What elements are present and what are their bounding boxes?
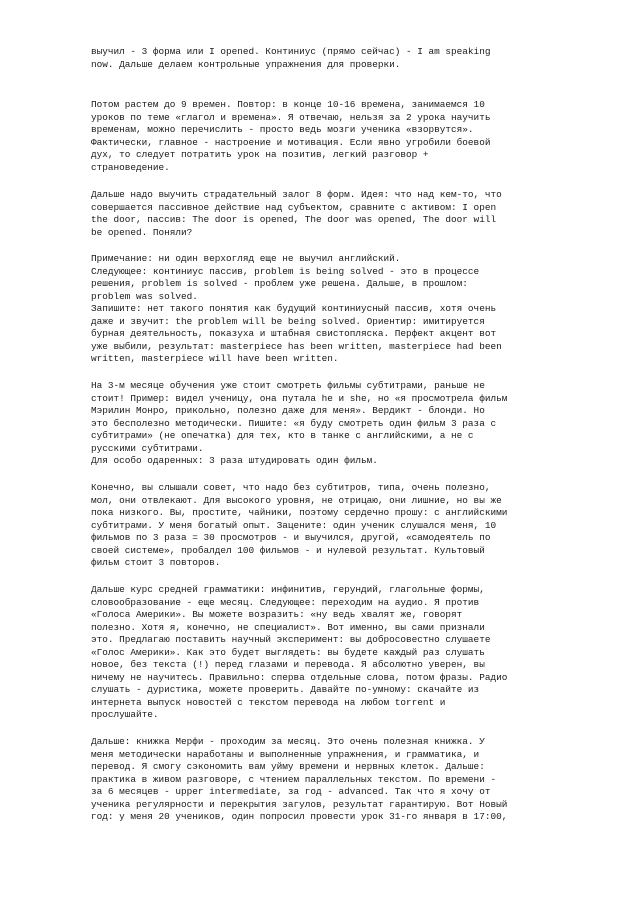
text-line: ученика регулярности и перекрытия загулов, результат гарантирую. Вот Новый [91, 798, 508, 810]
text-line: это бесполезно методически. Пишите: «я буду смотреть один фильм 3 раза с [91, 417, 497, 429]
text-line: фильмов по 3 раза = 30 просмотров - и выучился, другой, «самодеятель по [91, 532, 491, 543]
text-line: дух, то следует потратить урок на позитив, легкий разговор + [91, 149, 429, 160]
text-line: now. Дальше делаем контрольные упражнения для проверки. [91, 58, 401, 70]
text-line: Примечание: ни один верхогляд еще не выучил английский. [91, 253, 401, 264]
paragraph-4 [91, 253, 502, 366]
text-line: written, masterpiece will have been written. [91, 353, 339, 364]
text-line: Мэрилин Монро, прикольно, полезно даже для меня». Вердикт - блонди. Но [91, 405, 485, 416]
text-line: Для особо одаренных: 3 раза штудировать один фильм. [91, 455, 378, 466]
text-line: Следующее: континиус пассив, problem is being solved - это в процессе [91, 265, 480, 277]
text-line: за 6 месяцев - upper intermediate, за год - advanced. Так что я хочу от [91, 786, 491, 797]
text-line: be opened. Поняли? [91, 226, 193, 238]
text-line: Потом растем до 9 времен. Повтор: в конце 10-16 времена, занимаемся 10 [91, 99, 485, 110]
text-line: стоит! Пример: видел ученицу, она путала he и she, но «я просмотрела фильм [91, 392, 508, 404]
text-line: На 3-м месяце обучения уже стоит смотреть фильмы субтитрами, раньше не [91, 380, 485, 391]
text-line: Дальше курс средней грамматики: инфинитив, герундий, глагольные формы, [91, 584, 485, 595]
text-line: прослушайте. [91, 709, 159, 720]
text-line: уже выбили, результат: masterpiece has been written, masterpiece had been [91, 340, 502, 352]
text-line: the door, пассив: The door is opened, The door was opened, The door will [91, 214, 497, 225]
text-line: Дальше: книжка Мерфи - проходим за месяц. Это очень полезная книжка. У [91, 736, 485, 747]
text-line: problem was solved. [91, 290, 198, 302]
text-line: новое, без текста (!) перед глазами и перевода. Я абсолютно уверен, вы [91, 659, 485, 670]
text-line: «Голос Америки». Как это будет выглядеть: вы будете каждый раз слушать [91, 646, 485, 658]
text-line: перевод. Я смогу сэкономить вам уйму времени и нервных клеток. Дальше: [91, 761, 485, 772]
text-line: полезно. Хотя я, конечно, не специалист». Вот именно, вы сами признали [91, 621, 485, 633]
text-line: уроков по теме «глагол и времена». Я отвечаю, нельзя за 2 урока научить [91, 111, 491, 123]
text-line: меня методически наработаны и выполненные упражнения, и грамматика, и [91, 748, 480, 760]
paragraph-2 [91, 99, 490, 174]
text-line: фильм стоит 3 повторов. [91, 557, 221, 568]
text-line: словообразование - еще месяц. Следующее: переходим на аудио. Я против [91, 596, 480, 608]
text-line: решения, problem is solved - проблем уже решена. Дальше, в прошлом: [91, 278, 468, 289]
text-line: интернета выпуск новостей с текстом перевода на любом torrent и [91, 696, 446, 708]
text-line: русскими субтитрами. [91, 442, 204, 454]
paragraph-6 [91, 482, 507, 570]
text-line: мол, они отвлекают. Для высокого уровня, не отрицаю, они лишние, но вы же [91, 494, 502, 506]
text-line: временам, можно перечислить - просто ведь мозги ученика «взорвутся». [91, 124, 474, 135]
paragraph-7 [91, 584, 507, 722]
text-line: субтитрами» (не опечатка) для тех, кто в танке с английскими, а не с [91, 430, 474, 441]
text-line: год: у меня 20 учеников, один попросил провести урок 31-го января в 17:00, [91, 811, 508, 822]
paragraph-3 [91, 189, 502, 239]
text-line: практика в живом разговоре, с чтением параллельных текстом. По времени - [91, 773, 497, 785]
text-line: бурная деятельность, показуха и штабная свистопляска. Перфект акцент вот [91, 328, 497, 339]
text-line: страноведение. [91, 161, 170, 173]
text-line: Фактически, главное - настроение и мотивация. Если явно угробили боевой [91, 136, 491, 148]
text-line: даже и звучит: the problem will be being solved. Ориентир: имитируется [91, 315, 485, 327]
text-line: слушать - дуристика, можете проверить. Давайте по-умному: скачайте из [91, 684, 480, 695]
text-line: совершается пассивное действие над субъектом, сравните с активом: I open [91, 201, 497, 213]
text-line: ничему не научитесь. Правильно: сперва отдельные слова, потом фразы. Радио [91, 671, 508, 683]
text-line: «Голоса Америки». Вы можете возразить: «ну ведь хвалят же, говорят [91, 609, 463, 620]
text-line: своей системе», пробалдел 100 фильмов - и нулевой результат. Культовый [91, 544, 485, 556]
paragraph-1 [91, 46, 490, 71]
paragraph-5 [91, 380, 507, 468]
paragraph-8 [91, 736, 507, 824]
text-line: Конечно, вы слышали совет, что надо без субтитров, типа, очень полезно, [91, 482, 491, 493]
text-line: субтитрами. У меня богатый опыт. Заценитe: один ученик слушался меня, 10 [91, 519, 497, 531]
text-line: это. Предлагаю поставить научный эксперимент: вы добросовестно слушаете [91, 634, 491, 645]
text-line: выучил - 3 форма или I opened. Континиус (прямо сейчас) - I am speaking [91, 46, 491, 57]
text-line: Дальше надо выучить страдательный залог 8 форм. Идея: что над кем-то, что [91, 189, 502, 200]
text-line: пока низкого. Вы, простите, чайники, поэтому сердечно прошу: с английскими [91, 507, 508, 518]
text-line: Запишите: нет такого понятия как будущий континиусный пассив, хотя очень [91, 303, 497, 314]
